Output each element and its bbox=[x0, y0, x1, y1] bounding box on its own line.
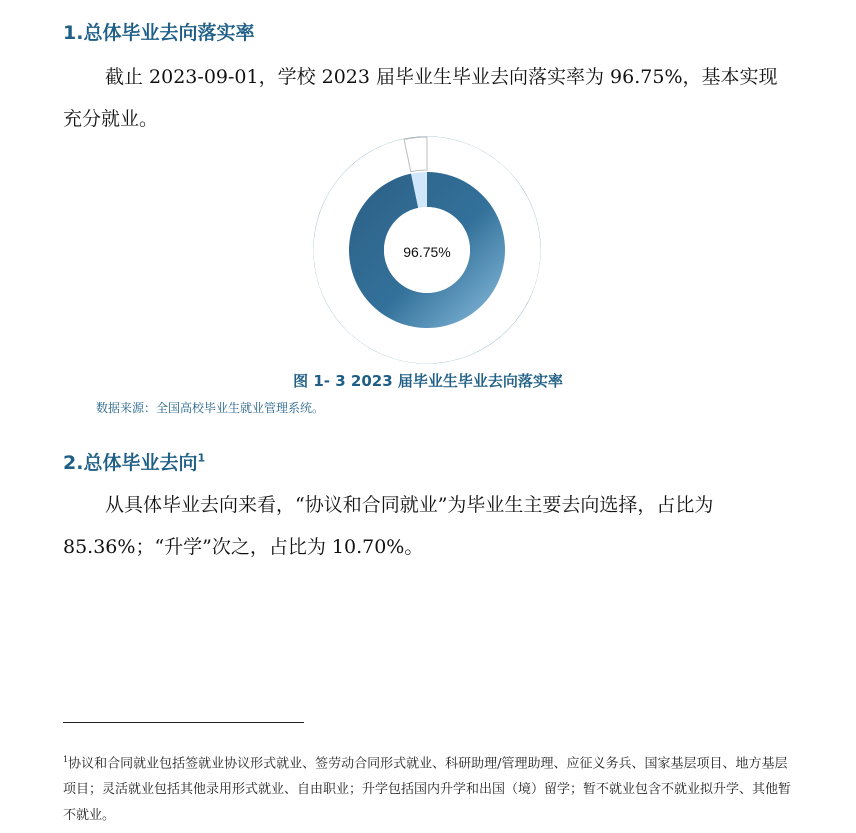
section-1-paragraph: 截止 2023-09-01，学校 2023 届毕业生毕业去向落实率为 96.75%，基本实现充分就业。 bbox=[63, 66, 778, 130]
section-2-heading: 2.总体毕业去向$^1$ bbox=[63, 451, 206, 474]
footnote-mark: 1 bbox=[63, 755, 69, 764]
data-source-note: 数据来源：全国高校毕业生就业管理系统。 bbox=[96, 401, 325, 415]
footnote-text: 协议和合同就业包括签就业协议形式就业、签劳动合同形式就业、科研助理/管理助理、应征义务兵、国家基层项目、地方基层项目；灵活就业包括其他录用形式就业、自由职业；升学包括国内升学和出国（境）留学；暂不就业包含不就业拟升学、其他暂不就业。 bbox=[63, 756, 792, 824]
section-2-paragraph: 从具体毕业去向来看，“协议和合同就业”为毕业生主要去向选择，占比为 85.36%；“升学”次之，占比为 10.70%。 bbox=[63, 494, 714, 558]
section-1-heading: 1.总体毕业去向落实率 bbox=[63, 22, 255, 44]
center-value-label: 96.75% bbox=[403, 244, 451, 260]
completion-rate-donut-chart bbox=[311, 134, 543, 366]
figure-caption: 图 1- 3 2023 届毕业生毕业去向落实率 bbox=[293, 372, 563, 390]
footnote-reference: 1 bbox=[197, 451, 206, 465]
footnote bbox=[63, 747, 798, 829]
footnote-divider bbox=[63, 722, 304, 723]
